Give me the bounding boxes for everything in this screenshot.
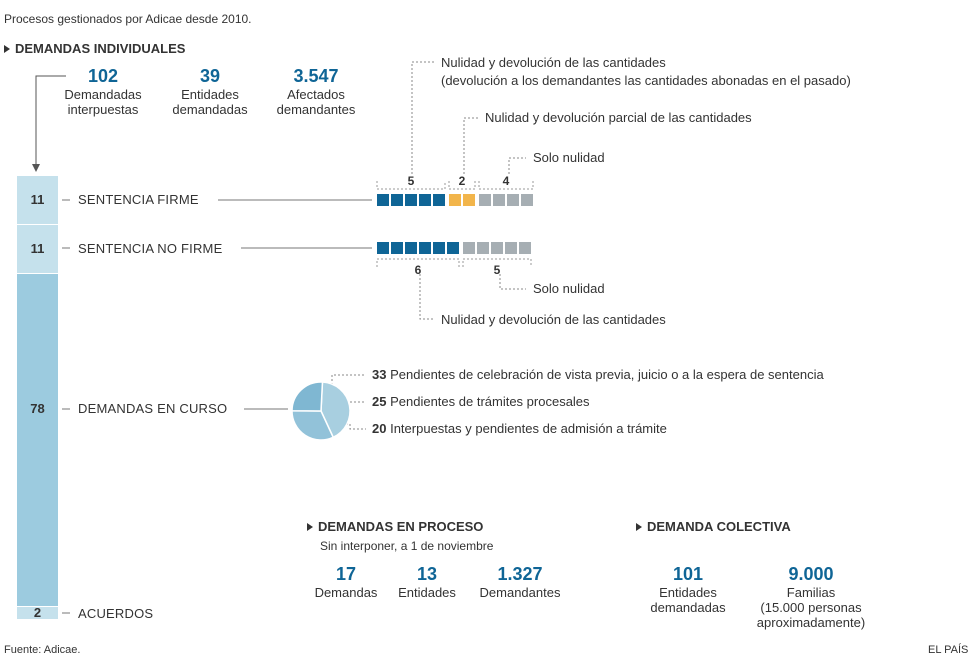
stack-value-curso: 78	[30, 401, 45, 416]
proceso-stat-demandantes	[468, 564, 572, 600]
annotation-firme-1	[441, 54, 851, 90]
pie-legend-value: 25	[372, 394, 387, 409]
nofirme-square	[419, 242, 431, 254]
stat-label: Demandas	[314, 585, 378, 600]
stack-value-firme: 11	[30, 192, 45, 207]
nofirme-square	[391, 242, 403, 254]
stat-label: Entidades	[398, 585, 456, 600]
pie-legend-3	[372, 421, 667, 436]
pie-slice	[292, 382, 322, 411]
firme-group-label: 5	[407, 174, 415, 188]
row-label-acuerdos: ACUERDOS	[78, 606, 154, 621]
stat-value: 39	[199, 66, 221, 86]
annotation-firme-2: Nulidad y devolución parcial de las cantidades	[485, 110, 752, 125]
stat-label-line1: Entidades	[659, 585, 717, 600]
stat-value: 1.327	[497, 564, 543, 584]
proceso-stat-demandas	[308, 564, 384, 600]
proceso-title-text: DEMANDAS EN PROCESO	[318, 519, 484, 534]
stat-label-line1: Demandadas	[64, 87, 142, 102]
stat-value: 102	[87, 66, 119, 86]
proceso-title	[307, 519, 483, 534]
pie-legend-label: Interpuestas y pendientes de admisión a trámite	[390, 421, 667, 436]
annotation-line2: (devolución a los demandantes las cantidades abonadas en el pasado)	[441, 73, 851, 88]
annotation-firme-3: Solo nulidad	[533, 150, 605, 165]
nofirme-square	[519, 242, 531, 254]
pie-legend-value: 20	[372, 421, 387, 436]
proceso-subtitle: Sin interponer, a 1 de noviembre	[320, 539, 494, 553]
firme-square	[463, 194, 475, 206]
triangle-bullet-icon	[307, 523, 313, 531]
colectiva-title-text: DEMANDA COLECTIVA	[647, 519, 791, 534]
firme-square	[377, 194, 389, 206]
colectiva-stat-entidades	[640, 564, 736, 615]
chart-subtitle: Procesos gestionados por Adicae desde 2010.	[4, 12, 252, 26]
stack-value-no-firme: 11	[30, 241, 45, 256]
annotation-nofirme-2: Solo nulidad	[533, 281, 605, 296]
nofirme-group-label: 6	[414, 263, 422, 277]
pie-legend-value: 33	[372, 367, 387, 382]
stat-label-line2: demandantes	[276, 102, 356, 117]
stat-label: Demandantes	[479, 585, 561, 600]
firme-square	[433, 194, 445, 206]
stat-value: 101	[672, 564, 704, 584]
pie-legend-2	[372, 394, 590, 409]
stat-label-line3: aproximadamente)	[756, 615, 866, 630]
stat-label-line1: Familias	[786, 585, 836, 600]
footer-brand: EL PAÍS	[928, 644, 969, 656]
firme-square	[521, 194, 533, 206]
nofirme-square	[447, 242, 459, 254]
firme-square	[449, 194, 461, 206]
firme-group-label: 4	[502, 174, 510, 188]
nofirme-square	[477, 242, 489, 254]
stat-value: 17	[335, 564, 357, 584]
firme-square	[405, 194, 417, 206]
nofirme-square	[463, 242, 475, 254]
nofirme-square	[491, 242, 503, 254]
firme-square	[479, 194, 491, 206]
nofirme-square	[433, 242, 445, 254]
row-label-firme: SENTENCIA FIRME	[78, 192, 199, 207]
nofirme-square	[405, 242, 417, 254]
colectiva-title	[636, 519, 791, 534]
annotation-line1: Nulidad y devolución de las cantidades	[441, 55, 666, 70]
stat-value: 3.547	[293, 66, 339, 86]
triangle-bullet-icon	[636, 523, 642, 531]
footer-source: Fuente: Adicae.	[4, 644, 81, 656]
annotation-nofirme-1: Nulidad y devolución de las cantidades	[441, 312, 666, 327]
stat-label-line1: Afectados	[287, 87, 345, 102]
firme-square	[391, 194, 403, 206]
nofirme-group-label: 5	[493, 263, 501, 277]
firme-square	[419, 194, 431, 206]
nofirme-square	[377, 242, 389, 254]
pie-chart	[288, 380, 354, 442]
pie-legend-label: Pendientes de trámites procesales	[390, 394, 590, 409]
proceso-stat-entidades	[390, 564, 464, 600]
firme-square	[493, 194, 505, 206]
firme-group-label: 2	[458, 174, 466, 188]
stat-label-line2: (15.000 personas	[760, 600, 862, 615]
row-label-no-firme: SENTENCIA NO FIRME	[78, 241, 223, 256]
firme-square	[507, 194, 519, 206]
colectiva-stat-familias	[746, 564, 876, 630]
stack-value-acuerdos: 2	[33, 605, 42, 620]
section-title-text: DEMANDAS INDIVIDUALES	[15, 41, 186, 56]
pie-legend-1	[372, 367, 824, 382]
stat-value: 9.000	[788, 564, 834, 584]
row-label-curso: DEMANDAS EN CURSO	[78, 401, 228, 416]
pie-legend-label: Pendientes de celebración de vista previa, juicio o a la espera de sentencia	[390, 367, 824, 382]
stat-label-line2: interpuestas	[67, 102, 139, 117]
stat-label-line2: demandadas	[172, 102, 248, 117]
stat-label-line1: Entidades	[181, 87, 239, 102]
stat-value: 13	[416, 564, 438, 584]
stat-label-line2: demandadas	[650, 600, 726, 615]
nofirme-square	[505, 242, 517, 254]
